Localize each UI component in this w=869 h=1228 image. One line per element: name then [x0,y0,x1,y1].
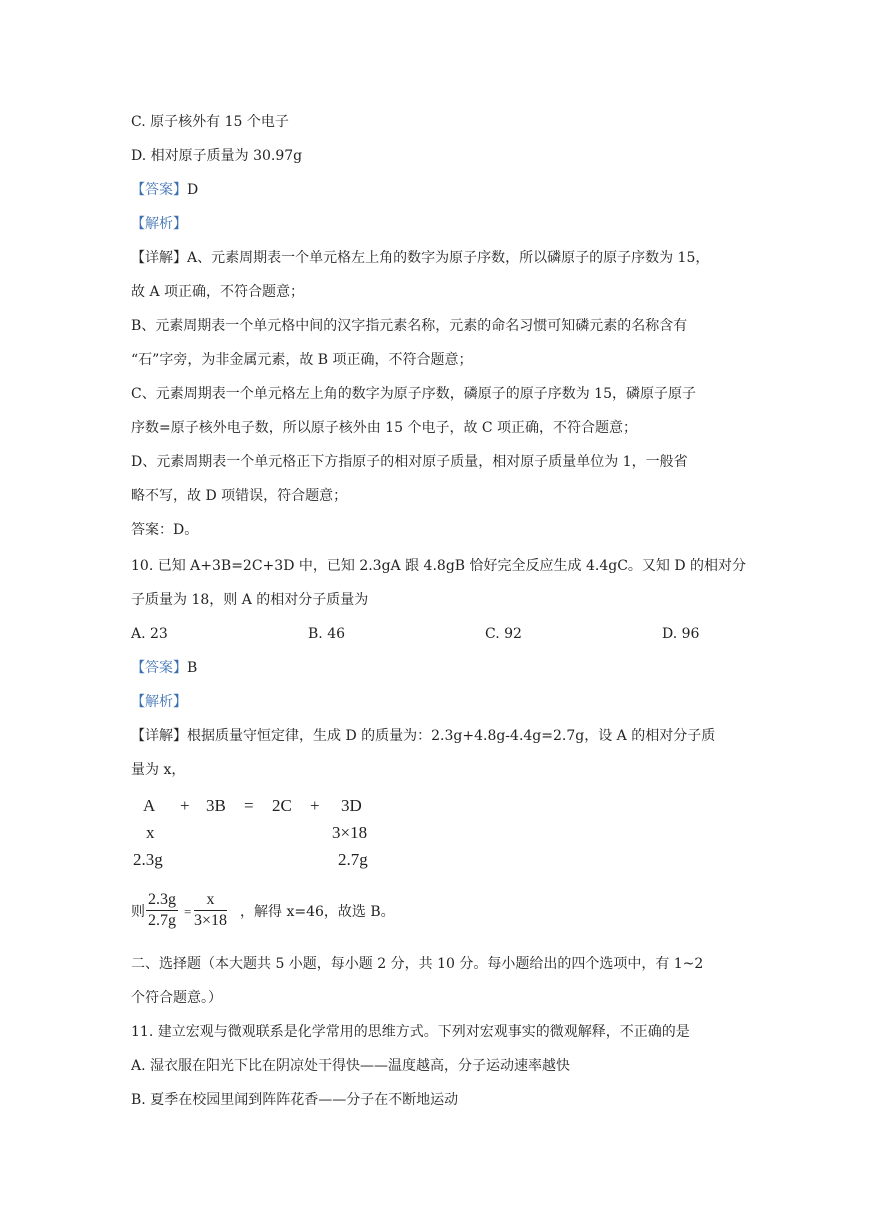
equation-plus: + [310,796,320,815]
solution-suffix: ，解得 x=46，故选 B。 [240,904,395,920]
q9-detail-line: 【详解】A、元素周期表一个单元格左上角的数字为原子序数，所以磷原子的原子序数为 15， [131,250,710,266]
q9-final-answer: 答案：D。 [131,522,199,538]
answer-value: B [187,660,198,676]
answer-tag: 【答案】 [131,182,187,198]
q9-answer [131,180,198,200]
q9-option-c: C. 原子核外有 15 个电子 [131,114,289,130]
fraction-mass-ratio [146,890,178,931]
equation-row3-right: 2.7g [338,850,368,869]
solution-prefix: 则 [131,904,145,920]
q9-detail-line: C、元素周期表一个单元格左上角的数字为原子序数，磷原子的原子序数为 15，磷原子原子 [131,386,696,402]
q10-option-d: D. 96 [662,626,700,642]
fraction-denominator: 2.7g [148,912,176,929]
q10-analysis-tag: 【解析】 [131,694,187,710]
q10-detail-line: 【详解】根据质量守恒定律，生成 D 的质量为：2.3g+4.8g-4.4g=2.7g，设 A 的相对分子质 [131,728,716,744]
q10-option-c: C. 92 [485,626,522,642]
q9-detail-line: 故 A 项正确，不符合题意； [131,284,305,300]
equation-term-a: A [143,796,156,815]
section-heading-cont: 个符合题意。） [131,990,222,1006]
fraction-denominator: 3×18 [194,912,228,929]
q9-detail-line: “石”字旁，为非金属元素，故 B 项正确，不符合题意； [131,352,473,368]
fraction-equals: = [184,904,192,919]
equation-row2-right: 3×18 [332,823,368,842]
q11-option-a: A. 湿衣服在阳光下比在阴凉处干得快——温度越高，分子运动速率越快 [131,1058,571,1074]
fraction-molar-ratio [194,890,227,931]
equation-term-3b: 3B [206,796,226,815]
answer-tag: 【答案】 [131,660,187,676]
equation-row3-left: 2.3g [133,850,163,869]
q10-stem-line: 子质量为 18，则 A 的相对分子质量为 [131,592,369,608]
answer-value: D [187,182,199,198]
q10-option-b: B. 46 [308,626,346,642]
fraction-numerator: x [194,890,227,911]
q9-detail-line: 序数=原子核外电子数，所以原子核外由 15 个电子，故 C 项正确，不符合题意； [131,420,638,436]
fraction-numerator: 2.3g [146,890,178,911]
q9-detail-line: 略不写，故 D 项错误，符合题意； [131,488,348,504]
equation-row2-left: x [146,823,155,842]
equation-term-2c: 2C [272,796,292,815]
q11-option-b: B. 夏季在校园里闻到阵阵花香——分子在不断地运动 [131,1092,459,1108]
q10-detail-line: 量为 x， [131,762,186,778]
q10-stem-line: 10. 已知 A+3B=2C+3D 中，已知 2.3gA 跟 4.8gB 恰好完全反应生成 4.4gC。又知 D 的相对分 [131,558,747,574]
q9-analysis-tag: 【解析】 [131,216,187,232]
q9-option-d: D. 相对原子质量为 30.97g [131,148,303,164]
q10-options [131,624,741,644]
q9-detail-line: D、元素周期表一个单元格正下方指原子的相对原子质量，相对原子质量单位为 1，一般省 [131,454,688,470]
equation-plus: + [180,796,190,815]
equation-term-3d: 3D [341,796,362,815]
q10-option-a: A. 23 [131,626,168,642]
section-heading: 二、选择题（本大题共 5 小题，每小题 2 分，共 10 分。每小题给出的四个选项中，有 1~2 [131,956,704,972]
q10-answer [131,658,197,678]
equation-equals: = [244,796,254,815]
q9-detail-line: B、元素周期表一个单元格中间的汉字指元素名称，元素的命名习惯可知磷元素的名称含有 [131,318,688,334]
q11-stem: 11. 建立宏观与微观联系是化学常用的思维方式。下列对宏观事实的微观解释，不正确的是 [131,1024,690,1040]
